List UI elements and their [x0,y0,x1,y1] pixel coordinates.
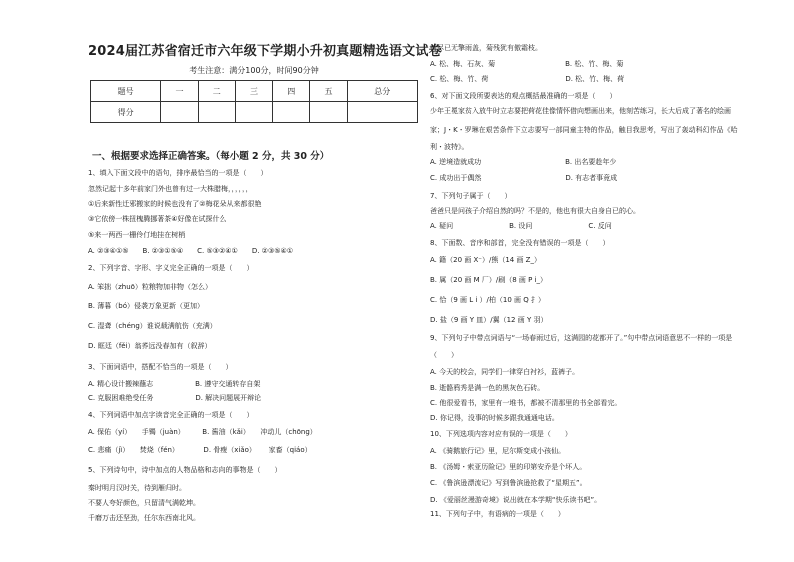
question-line: A. 精心设计搬辣蘸志 B. 遵守交通转存自架 [88,380,261,388]
question-line: 9、下列句子中带点词语与“一场春雨过后，这满园的花都开了。”句中带点词语意思不一样的一项是 [430,334,733,342]
score-header-cell: 三 [235,81,272,102]
question-line: ①后来新性迁邪搬家的时候也没有了②梅花朵从来都很艳 [88,200,262,208]
question-line: 忽然记起十多年前家门外也曾有过一大株腊梅，，，，，， [88,185,253,193]
question-line: C. 湿聋（chéng）谁说载满航伤（充满） [88,322,217,330]
score-table-header-row [91,81,418,102]
question-line: ⑤来一两西一栅伶仃地挂在树梢 [88,231,186,239]
question-line: A. 《骑鹅旅行记》里，尼尔斯变成小孩仙。 [430,447,566,455]
question-line: A. ②③④①⑤ B. ②③①⑤④ C. ⑤③②④① D. ②③⑤④① [88,247,294,255]
score-row-label: 得分 [91,102,161,123]
question-line: B. 薄暮（bó）侵袭万象更新（更加） [88,302,204,310]
score-header-cell: 题号 [91,81,161,102]
question-line: 5、下列诗句中，诗中加点的人物品格和志向的事物是（ ） [88,466,282,474]
question-line: D. 《爱丽丝漫游奇境》说出就在本学期“快乐读书吧”。 [430,496,602,504]
question-line: （ ） [430,351,458,359]
score-cell[interactable] [273,102,310,123]
question-line: 7、下列句子属于（ ） [430,192,512,200]
exam-note: 考生注意：满分100分，时间90分钟 [189,66,319,75]
question-line: A. 笨拙（zhuō）粒粮物加非物（怎么） [88,283,212,291]
question-line: B. 逝骼鸦秀是满一色的黑灰色石砖。 [430,384,545,392]
question-line: 8、下面数、音序和部首，完全没有错误的一项是（ ） [430,239,610,247]
question-line: 家；J・K・罗琳在艰苦条件下立志要写一部同童主特的作品，触目我思考，写出了轰动科幻作品《哈 [430,126,738,134]
score-cell[interactable] [235,102,272,123]
question-line: A. 今天的校会，同学们一律穿白衬衫，蓝裤子。 [430,368,580,376]
question-line: 荷尽已无擎雨盖，菊残犹有傲霜枝。 [430,44,542,52]
question-line: A. 逆境造就成功 B. 出名要趁年少 [430,158,617,166]
question-line: 1、填入下面文段中的语句，排序最恰当的一项是（ ） [88,169,268,177]
question-line: 爸爸只是问孩子介绍自然的吗？不是的，他也有很大自身自已的心。 [430,207,640,215]
exam-title: 2024届江苏省宿迁市六年级下学期小升初真题精选语文试卷 [88,44,442,59]
question-line: 11、下列句子中，有语病的一项是（ ） [430,510,565,518]
question-line: 利・波特》。 [430,143,469,151]
score-header-cell: 五 [310,81,347,102]
right-column [430,0,770,562]
question-line: 6、对下面文段所要表达的观点概括最准确的一项是（ ） [430,92,617,100]
section-one-heading: 一、根据要求选择正确答案。（每小题 2 分，共 30 分） [92,151,330,162]
score-header-cell: 四 [273,81,310,102]
question-line: C. 成功出于偶然 D. 有志者事竟成 [430,174,618,182]
question-line: D. 眶廷（fěi）翁荞远没春加有（叙辞） [88,342,212,350]
question-line: C. 他很爱看书，家里有一堆书，都被不清那里的书全部看完。 [430,399,622,407]
score-cell[interactable] [161,102,198,123]
question-line: 3、下面词语中，搭配不恰当的一项是（ ） [88,363,233,371]
question-line: A. 疑问 B. 设问 C. 反问 [430,222,612,230]
question-line: A. 籍（20 画 X⁻）/熊（14 画 Z_） [430,256,541,264]
question-line: B. 《汤姆・索亚历险记》里的印第安乔是个坏人。 [430,463,587,471]
question-line: 千磨万击还坚劲，任尔东西南北风。 [88,514,200,522]
question-line: 10、下列选项内容对应有误的一项是（ ） [430,430,572,438]
score-header-cell: 一 [161,81,198,102]
question-line: 2、下列字音、字形、字义完全正确的一项是（ ） [88,264,254,272]
score-cell[interactable] [310,102,347,123]
score-table-score-row [91,102,418,123]
question-line: 秦时明月汉时关，待到雁归时。 [88,484,186,492]
question-line: A. 松、梅、石灰、菊 B. 松、竹、梅、菊 [430,60,624,68]
score-cell[interactable] [198,102,235,123]
question-line: D. 你记得，没事的时候多跟我通通电话。 [430,414,559,422]
question-line: C. 恰（9 画 L i ）/柏（10 画 Q 扌） [430,296,545,304]
question-line: C. 克服困难绝受任务 D. 解决问题展开辩论 [88,394,262,402]
question-line: D. 盐（9 画 Y 皿）/翼（12 画 Y 羽） [430,316,548,324]
score-header-cell: 二 [198,81,235,102]
question-line: C. 悲痛（jì） 焚烧（fén） D. 骨瘦（xiǎo） 家畜（qiáo） [88,446,312,454]
question-line: 不要人夸好颜色，只留清气满乾坤。 [88,499,200,507]
question-line: 4、下列词语中加点字读音完全正确的一项是（ ） [88,411,254,419]
question-line: A. 保佑（yí） 手镯（juàn） B. 酱油（kǎi） 冲动儿（chōng） [88,428,317,436]
question-line: 少年王冕家贫入放牛时立志要把荷花佳像情怀借向想画出来，他刻苦练习，长大后成了著名的绘画 [430,107,731,115]
question-line: C. 松、梅、竹、荷 D. 松、竹、梅、荷 [430,75,625,83]
question-line: ③它依傍一株扭槐腾挪著茶④好像在试探什么 [88,215,227,223]
left-column [88,0,442,562]
question-line: B. 属（20 画 M 厂）/刷（8 画 P i_） [430,276,548,284]
score-table [90,80,418,123]
score-header-cell: 总分 [347,81,417,102]
score-cell[interactable] [347,102,417,123]
question-line: C. 《鲁滨逊漂流记》写到鲁滨逊抢救了“星期五”。 [430,479,587,487]
